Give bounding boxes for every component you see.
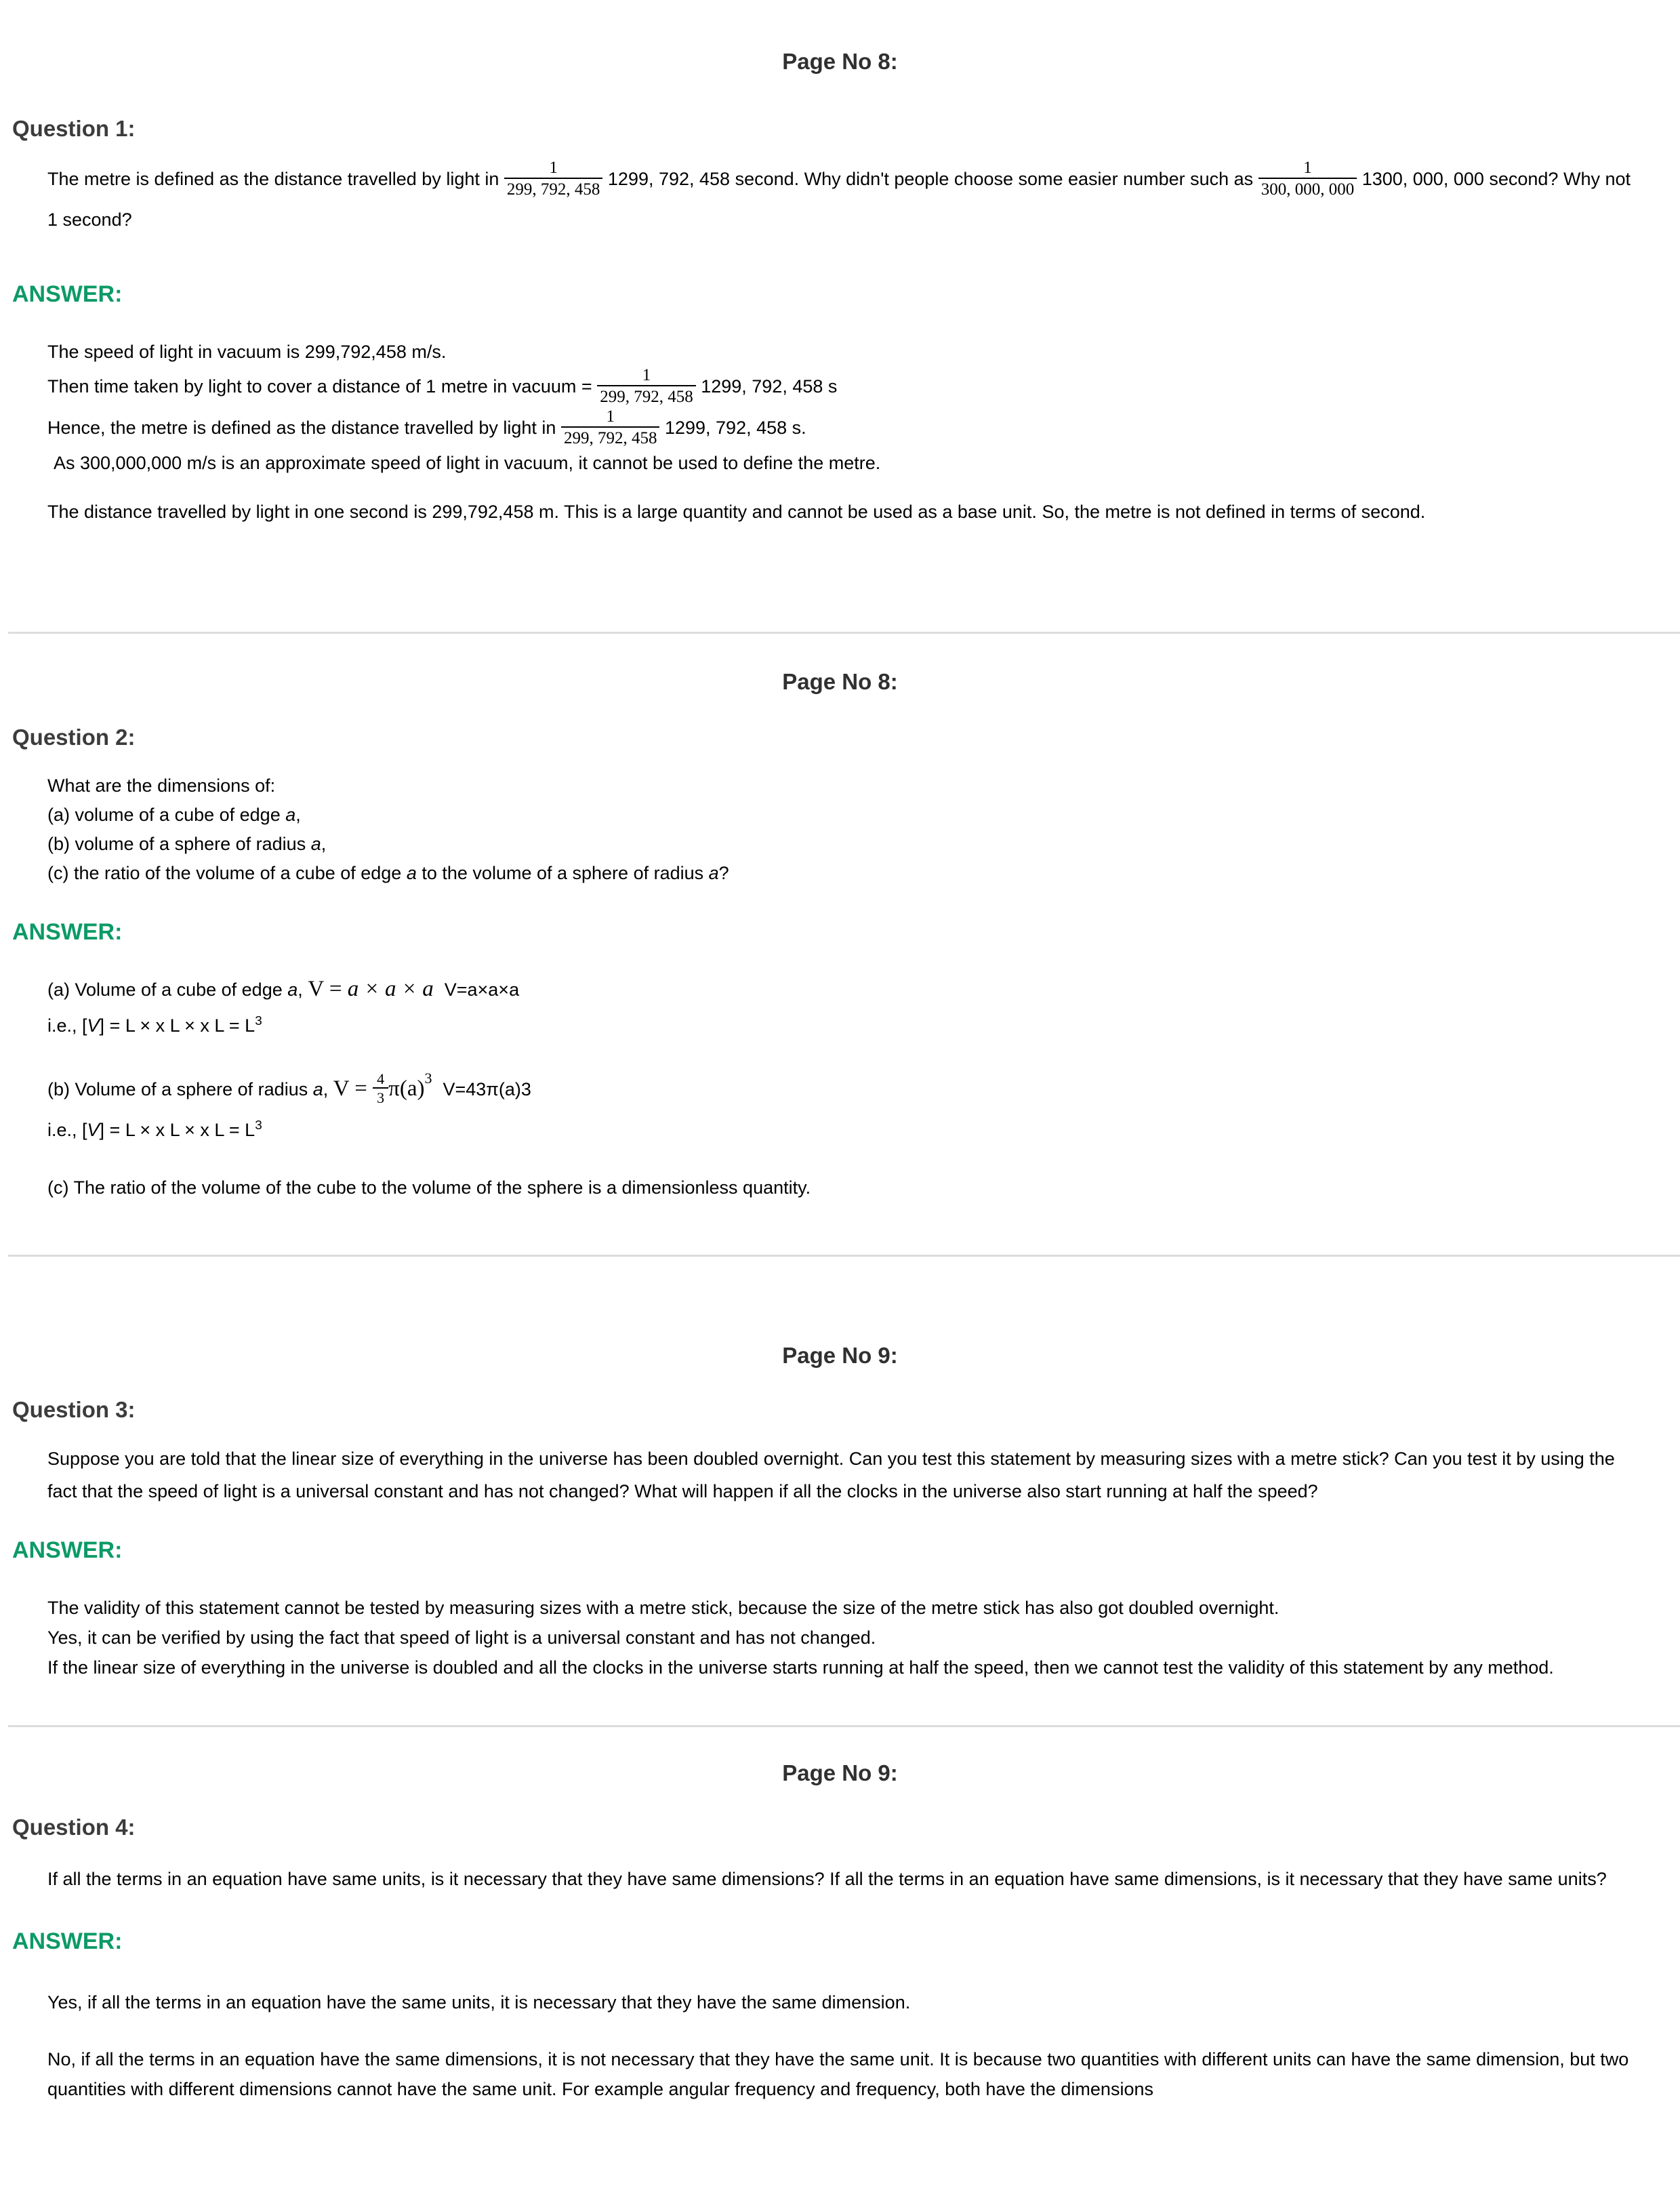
answer-text-run: , (323, 1078, 329, 1099)
page-heading: Page No 9: (782, 1760, 898, 1785)
question-text-run: The metre is defined as the distance travelled by light in (47, 169, 499, 190)
math-expression (308, 977, 433, 1001)
question-text-run: to the volume of a sphere of radius (422, 862, 704, 883)
answer-text (47, 337, 1639, 527)
answer-text-run: (b) Volume of a sphere of radius (47, 1078, 308, 1099)
answer-text-run: i.e., [ (47, 1015, 87, 1036)
variable: a (708, 862, 719, 883)
page-heading: Page No 9: (782, 1342, 898, 1368)
answer-line: The speed of light in vacuum is 299,792,458 m/s. (47, 342, 447, 362)
question-text (47, 160, 1639, 239)
question-line: What are the dimensions of: (47, 775, 276, 796)
math-symbol: V (333, 1076, 350, 1101)
answer-text-run: , (298, 979, 303, 1000)
answer-line: Yes, it can be verified by using the fact that speed of light is a universal constant and has not changed. (47, 1627, 876, 1648)
answer-text-run: ] = L × x L × x L = L (99, 1015, 255, 1036)
answer-text-run: V=a×a×a (444, 979, 520, 1000)
variable: V (87, 1015, 100, 1036)
variable: a (285, 804, 296, 825)
superscript: 3 (255, 1118, 262, 1133)
qa-section (0, 0, 1680, 527)
fraction: $\frac{1}{299, 792, 458}$ (504, 159, 603, 199)
answer-text-run: Hence, the metre is defined as the distance travelled by light in (47, 417, 556, 438)
math-symbol: π(a) (388, 1076, 425, 1101)
answer-text (47, 1987, 1639, 2104)
fraction: $\frac{1}{299, 792, 458}$ (561, 407, 660, 448)
section-divider (8, 1255, 1680, 1257)
fraction: $\frac{4}{3}$ (373, 1071, 388, 1107)
question-text: If all the terms in an equation have same units, is it necessary that they have same dimensions? If all the terms in an equation have same dimensions, is it necessary that they have same units? (47, 1868, 1607, 1889)
variable: a (312, 1078, 323, 1099)
answer-text-run: V=43π(a)3 (443, 1078, 531, 1099)
answer-line: As 300,000,000 m/s is an approximate speed of light in vacuum, it cannot be used to define the metre. (54, 452, 881, 473)
answer-heading: ANSWER: (12, 918, 123, 945)
section-divider (8, 1725, 1680, 1727)
answer-line: If the linear size of everything in the universe is doubled and all the clocks in the universe starts running at half the speed, then we cannot test the validity of this statement by any method. (47, 1657, 1554, 1678)
answer-text-run: (a) Volume of a cube of edge (47, 979, 283, 1000)
question-text-run: 1300, 000, 000 second? Why not 1 second? (47, 169, 1631, 230)
math-expression (333, 1069, 432, 1107)
page-heading: Page No 8: (782, 49, 898, 74)
variable: a (287, 979, 298, 1000)
answer-line (47, 1061, 1639, 1110)
question-text: Suppose you are told that the linear size of everything in the universe has been doubled overnight. Can you test this statement by measuring sizes with a metre stick? Can you test it by using the fact that the speed of light is a universal constant and has not changed? What will happen if all the clocks in the universe also start running at half the speed? (47, 1448, 1615, 1501)
fraction: $\frac{1}{300, 000, 000}$ (1258, 159, 1357, 199)
answer-heading: ANSWER: (12, 1537, 123, 1563)
question-heading: Question 4: (12, 1814, 136, 1840)
answer-heading: ANSWER: (12, 281, 123, 307)
variable: a (406, 862, 417, 883)
answer-line (47, 367, 1639, 408)
answer-line: (c) The ratio of the volume of the cube to the volume of the sphere is a dimensionless quantity. (47, 1177, 811, 1198)
answer-text-run: 1299, 792, 458 s (701, 376, 838, 397)
question-text (47, 771, 1639, 888)
answer-line (47, 408, 1639, 449)
page-heading: Page No 8: (782, 668, 898, 694)
math-symbol: = (354, 1076, 367, 1101)
superscript: 3 (424, 1069, 432, 1087)
answer-text (47, 1593, 1639, 1682)
question-text-run: (c) the ratio of the volume of a cube of edge (47, 862, 402, 883)
question-text-run: , (295, 804, 301, 825)
answer-line (47, 973, 1639, 1006)
section-divider (8, 632, 1680, 634)
math-symbol: a × a × a (347, 976, 434, 1001)
math-symbol: V (308, 976, 324, 1001)
answer-text-run: 1299, 792, 458 s. (664, 417, 806, 438)
math-symbol: = (329, 976, 342, 1001)
answer-text-run: Then time taken by light to cover a distance of 1 metre in vacuum = (47, 376, 592, 397)
answer-line (47, 1006, 1639, 1041)
question-text-run: ? (718, 862, 729, 883)
answer-paragraph: Yes, if all the terms in an equation have the same units, it is necessary that they have the same dimension. (47, 1991, 911, 2012)
question-text-run: (a) volume of a cube of edge (47, 804, 281, 825)
question-text-run: 1299, 792, 458 second. Why didn't people choose some easier number such as (607, 169, 1254, 190)
variable: V (87, 1119, 100, 1140)
answer-text (47, 973, 1639, 1202)
question-text-run: , (321, 833, 327, 854)
answer-line: The validity of this statement cannot be tested by measuring sizes with a metre stick, because the size of the metre stick has also got doubled overnight. (47, 1597, 1279, 1618)
question-line (47, 859, 1639, 888)
variable: a (310, 833, 321, 854)
question-text-run: (b) volume of a sphere of radius (47, 833, 306, 854)
answer-paragraph: No, if all the terms in an equation have the same dimensions, it is not necessary that they have the same unit. It is because two quantities with different units can have the same dimension, but two quantities with different dimensions cannot have the same unit. For example angular frequency and frequency, both have the dimensions (47, 2048, 1629, 2099)
answer-text-run: i.e., [ (47, 1119, 87, 1140)
fraction: $\frac{1}{299, 792, 458}$ (597, 366, 696, 407)
question-heading: Question 2: (12, 724, 136, 750)
qa-section (0, 1761, 1680, 2104)
question-heading: Question 1: (12, 116, 136, 141)
answer-line (47, 1110, 1639, 1146)
superscript: 3 (255, 1013, 262, 1028)
qa-section (0, 1343, 1680, 1682)
answer-paragraph: The distance travelled by light in one second is 299,792,458 m. This is a large quantity and cannot be used as a base unit. So, the metre is not defined in terms of second. (47, 501, 1426, 522)
answer-heading: ANSWER: (12, 1928, 123, 1954)
qa-section (0, 670, 1680, 1202)
answer-text-run: ] = L × x L × x L = L (99, 1119, 255, 1140)
question-heading: Question 3: (12, 1396, 136, 1422)
question-line (47, 801, 1639, 830)
question-line (47, 830, 1639, 859)
